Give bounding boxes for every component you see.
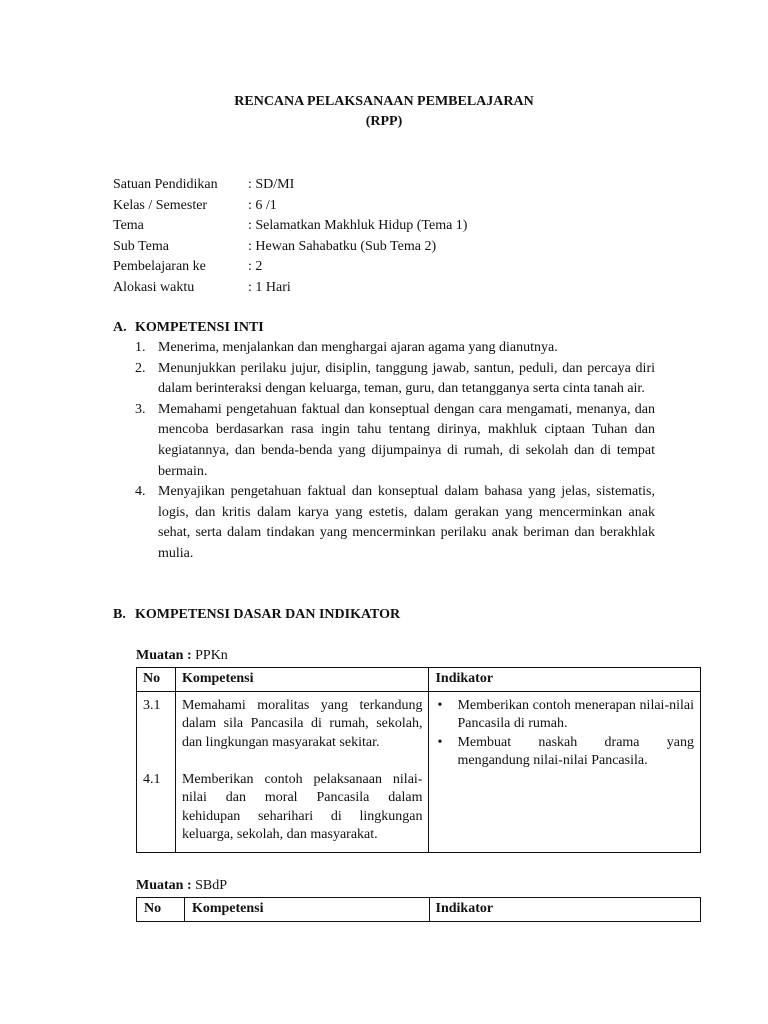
indikator-text: Membuat naskah drama yang mengandung nilai-nilai Pancasila. (457, 734, 694, 768)
identity-label: Satuan Pendidikan (113, 177, 218, 192)
section-b-heading (113, 605, 400, 625)
section-title: KOMPETENSI DASAR DAN INDIKATOR (135, 607, 401, 622)
header-indikator: Indikator (429, 898, 700, 922)
list-item (135, 359, 655, 400)
identity-value: : 6 /1 (248, 197, 277, 213)
kd-text: Memberikan contoh pelaksanaan nilai-nilai dan moral Pancasila dalam kehidupan seharihari di lingkungan keluarga, sekolah, dan masyarakat. (181, 771, 423, 842)
cell-kompetensi (175, 691, 429, 852)
identity-value: : 2 (248, 259, 263, 274)
section-a-heading (113, 318, 264, 338)
identity-value: : Selamatkan Makhluk Hidup (Tema 1) (248, 218, 468, 233)
item-text: Menunjukkan perilaku jujur, disiplin, tanggung jawab, santun, peduli, dan percaya diri dalam berinteraksi dengan keluarga, teman, guru, dan tetangganya serta cinta tanah air. (158, 360, 655, 397)
muatan-sbdp-label (136, 876, 227, 896)
item-text: Memahami pengetahuan faktual dan konseptual dengan cara mengamati, menanya, dan mencoba berdasarkan rasa ingin tahu tentang dirinya, makhluk ciptaan Tuhan dan kegiatannya, dan benda-benda yang dijumpainya di rumah, di sekolah dan di tempat bermain. (158, 401, 655, 479)
item-text: Menerima, menjalankan dan menghargai ajaran agama yang dianutnya. (158, 340, 558, 355)
table-header-row (137, 898, 701, 922)
list-item (135, 400, 655, 482)
list-item (435, 734, 694, 771)
list-item (135, 482, 655, 564)
bullet-icon: • (437, 734, 443, 750)
muatan-ppkn-label (136, 646, 228, 666)
header-kompetensi: Kompetensi (184, 898, 429, 922)
header-kompetensi: Kompetensi (175, 668, 429, 692)
list-item (135, 338, 655, 359)
header-indikator: Indikator (429, 668, 701, 692)
identity-value: : 1 Hari (248, 279, 291, 295)
kompetensi-inti-list (135, 338, 655, 565)
item-text: Menyajikan pengetahuan faktual dan konseptual dalam bahasa yang jelas, sistematis, logis, dan kritis dalam karya yang estetis, dalam gerakan yang mencerminkan anak sehat, serta dalam tindakan yang mencerminkan perilaku anak beriman dan berakhlak mulia. (158, 484, 655, 561)
item-number: 2. (135, 360, 146, 376)
item-number: 1. (135, 340, 146, 355)
kd-text: Memahami moralitas yang terkandung dalam sila Pancasila di rumah, sekolah, dan lingkungan masyarakat sekitar. (181, 697, 423, 750)
identity-label: Pembelajaran ke (113, 259, 206, 274)
section-letter: B. (113, 607, 126, 622)
muatan-label: Muatan : (136, 878, 192, 893)
table-row (137, 691, 701, 852)
identity-label: Sub Tema (113, 238, 169, 254)
header-no: No (137, 898, 185, 922)
table-header-row (137, 668, 701, 692)
kd-number: 4.1 (143, 771, 161, 787)
identity-label: Kelas / Semester (113, 197, 208, 213)
identity-value: : SD/MI (248, 177, 295, 192)
cell-indikator (429, 691, 701, 852)
kd-number: 3.1 (143, 697, 161, 713)
indikator-text: Memberikan contoh menerapan nilai-nilai Pancasila di rumah. (457, 697, 694, 731)
item-number: 4. (135, 484, 146, 500)
identity-label: Alokasi waktu (113, 279, 195, 295)
section-title: KOMPETENSI INTI (135, 320, 264, 335)
ppkn-table (136, 667, 701, 853)
document-title: RENCANA PELAKSANAAN PEMBELAJARAN (234, 94, 534, 109)
muatan-subject: SBdP (195, 878, 228, 893)
header-no: No (137, 668, 176, 692)
document-subtitle: (RPP) (365, 114, 403, 129)
section-letter: A. (113, 320, 127, 335)
bullet-icon: • (437, 697, 443, 713)
muatan-label: Muatan : (136, 648, 192, 663)
identity-value: : Hewan Sahabatku (Sub Tema 2) (248, 238, 437, 254)
sbdp-table (136, 897, 701, 922)
indikator-list (435, 697, 694, 771)
identity-label: Tema (113, 218, 144, 233)
list-item (435, 697, 694, 734)
item-number: 3. (135, 401, 146, 417)
muatan-subject: PPKn (195, 648, 228, 663)
cell-no (137, 691, 176, 852)
